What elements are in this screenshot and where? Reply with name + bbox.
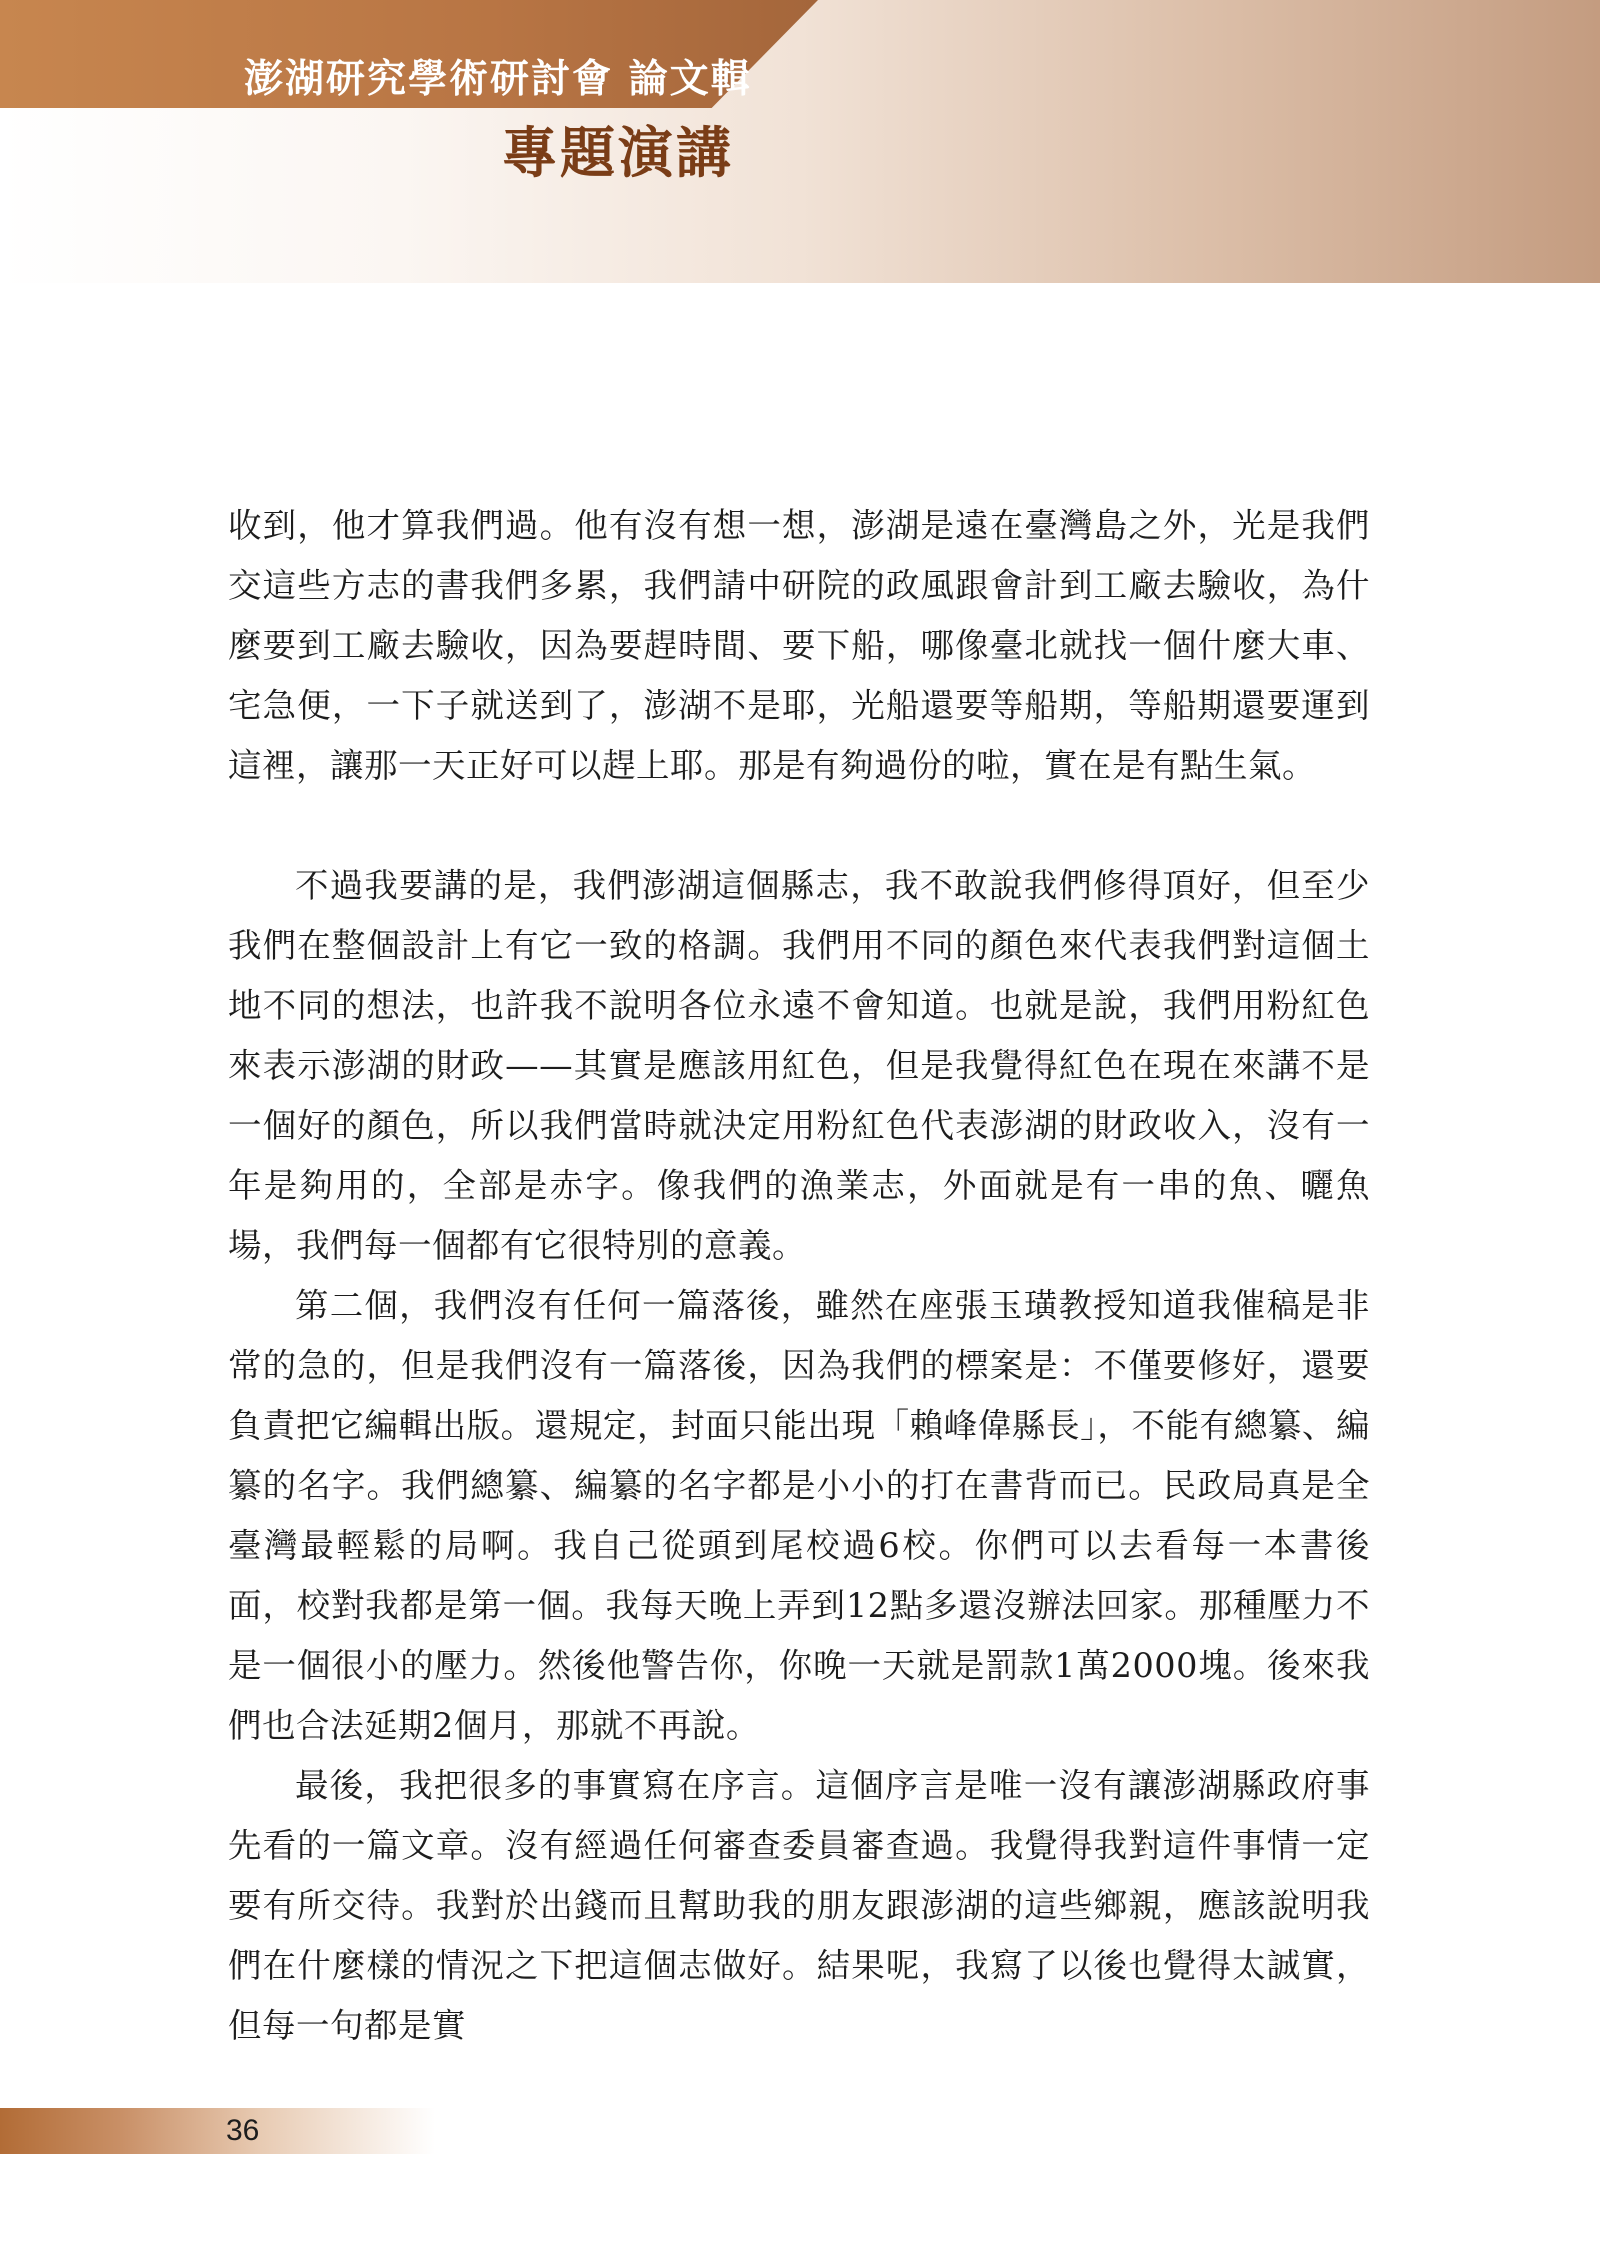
paragraph-spacer [228, 796, 1370, 856]
journal-title: 澎湖研究學術研討會 論文輯 [244, 56, 752, 102]
footer-bar [0, 2108, 435, 2154]
paragraph-4: 最後，我把很多的事實寫在序言。這個序言是唯一沒有讓澎湖縣政府事先看的一篇文章。沒有經過任何審查委員審查過。我覺得我對這件事情一定要有所交待。我對於出錢而且幫助我的朋友跟澎湖的這些鄉親，應該說明我們在什麼樣的情況之下把這個志做好。結果呢，我寫了以後也覺得太誠實，但每一句都是實 [228, 1766, 1370, 2045]
paragraph-1: 收到，他才算我們過。他有沒有想一想，澎湖是遠在臺灣島之外，光是我們交這些方志的書我們多累，我們請中研院的政風跟會計到工廠去驗收，為什麼要到工廠去驗收，因為要趕時間、要下船，哪像臺北就找一個什麼大車、宅急便，一下子就送到了，澎湖不是耶，光船還要等船期，等船期還要運到這裡，讓那一天正好可以趕上耶。那是有夠過份的啦，實在是有點生氣。 [228, 506, 1370, 785]
page-number: 36 [226, 2114, 260, 2147]
paragraph-2: 不過我要講的是，我們澎湖這個縣志，我不敢說我們修得頂好，但至少我們在整個設計上有它一致的格調。我們用不同的顏色來代表我們對這個土地不同的想法，也許我不說明各位永遠不會知道。也就是說，我們用粉紅色來表示澎湖的財政——其實是應該用紅色，但是我覺得紅色在現在來講不是一個好的顏色，所以我們當時就決定用粉紅色代表澎湖的財政收入，沒有一年是夠用的，全部是赤字。像我們的漁業志，外面就是有一串的魚、曬魚場，我們每一個都有它很特別的意義。 [228, 866, 1370, 1265]
section-title: 專題演講 [502, 120, 735, 185]
paragraph-3: 第二個，我們沒有任何一篇落後，雖然在座張玉璜教授知道我催稿是非常的急的，但是我們沒有一篇落後，因為我們的標案是：不僅要修好，還要負責把它編輯出版。還規定，封面只能出現「賴峰偉縣長」，不能有總纂、編纂的名字。我們總纂、編纂的名字都是小小的打在書背而已。民政局真是全臺灣最輕鬆的局啊。我自己從頭到尾校過6校。你們可以去看每一本書後面，校對我都是第一個。我每天晚上弄到12點多還沒辦法回家。那種壓力不是一個很小的壓力。然後他警告你，你晚一天就是罰款1萬2000塊。後來我們也合法延期2個月，那就不再說。 [228, 1286, 1370, 1745]
body-text [228, 496, 1370, 2056]
